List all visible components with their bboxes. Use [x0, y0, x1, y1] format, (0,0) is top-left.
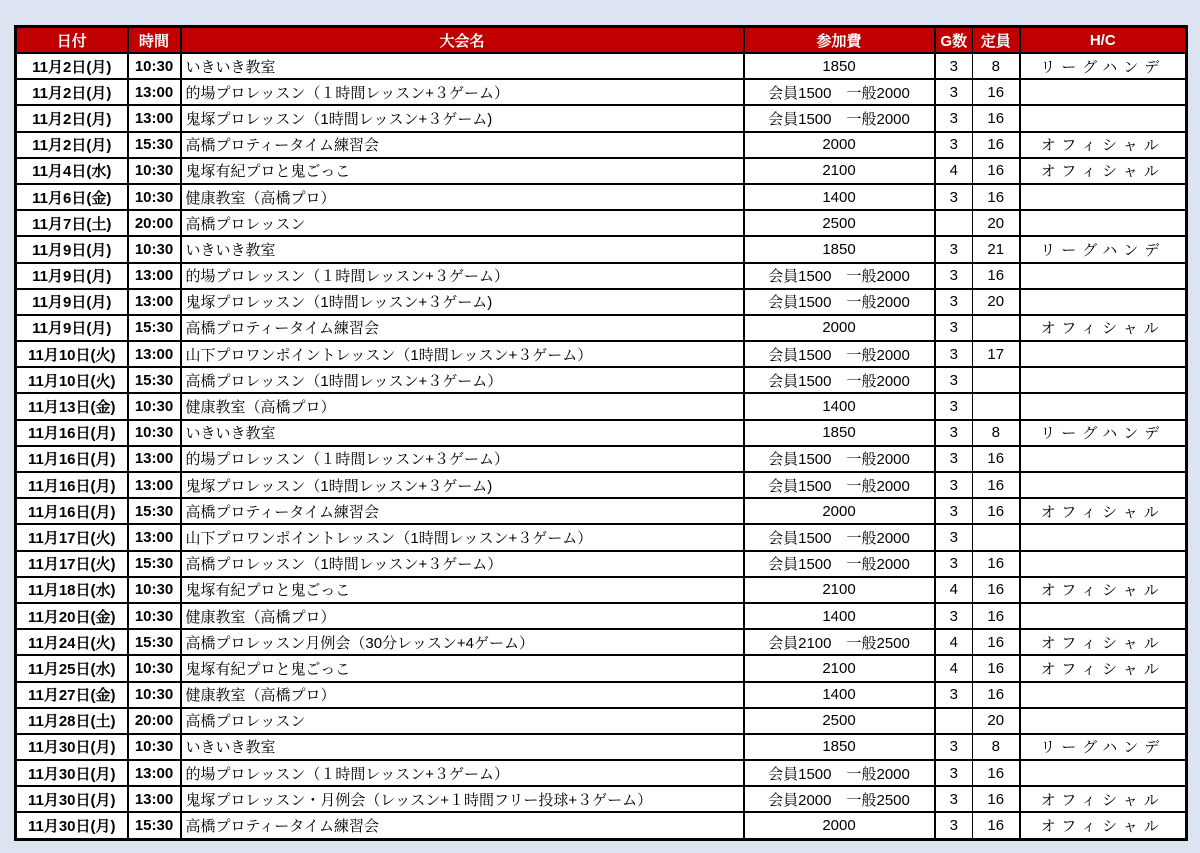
- date-cell: 11月7日(土): [16, 210, 128, 236]
- games-cell: 3: [935, 472, 973, 498]
- date-cell: 11月28日(土): [16, 708, 128, 734]
- event-name-cell: 鬼塚有紀プロと鬼ごっこ: [181, 655, 744, 681]
- time-cell: 10:30: [128, 577, 181, 603]
- fee-cell: 会員1500 一般2000: [744, 263, 935, 289]
- table-body: [16, 53, 1187, 839]
- table-row: [16, 236, 1187, 262]
- event-name-cell: 山下プロワンポイントレッスン（1時間レッスン+３ゲーム）: [181, 341, 744, 367]
- event-name-cell: 高橋プロレッスン（1時間レッスン+３ゲーム）: [181, 367, 744, 393]
- table-row: [16, 341, 1187, 367]
- fee-cell: 会員1500 一般2000: [744, 367, 935, 393]
- capacity-cell: 20: [973, 210, 1020, 236]
- games-cell: 3: [935, 289, 973, 315]
- games-cell: 4: [935, 655, 973, 681]
- fee-cell: 2000: [744, 315, 935, 341]
- table-row: [16, 524, 1187, 550]
- time-cell: 13:00: [128, 786, 181, 812]
- time-cell: 10:30: [128, 184, 181, 210]
- games-cell: 3: [935, 341, 973, 367]
- table-row: [16, 79, 1187, 105]
- event-name-cell: 鬼塚プロレッスン（1時間レッスン+３ゲーム): [181, 472, 744, 498]
- event-name-cell: 高橋プロレッスン（1時間レッスン+３ゲーム）: [181, 551, 744, 577]
- time-cell: 10:30: [128, 236, 181, 262]
- time-cell: 10:30: [128, 734, 181, 760]
- time-cell: 20:00: [128, 708, 181, 734]
- fee-cell: 1400: [744, 393, 935, 419]
- time-cell: 15:30: [128, 132, 181, 158]
- table-row: [16, 210, 1187, 236]
- table-row: [16, 472, 1187, 498]
- handicap-cell: オフィシャル: [1020, 577, 1187, 603]
- fee-cell: 1850: [744, 236, 935, 262]
- handicap-cell: [1020, 524, 1187, 550]
- handicap-cell: [1020, 760, 1187, 786]
- capacity-cell: 16: [973, 786, 1020, 812]
- date-cell: 11月30日(月): [16, 812, 128, 839]
- time-cell: 15:30: [128, 367, 181, 393]
- handicap-cell: オフィシャル: [1020, 629, 1187, 655]
- handicap-cell: [1020, 446, 1187, 472]
- date-cell: 11月16日(月): [16, 446, 128, 472]
- capacity-cell: 16: [973, 79, 1020, 105]
- event-name-cell: 健康教室（高橋プロ）: [181, 393, 744, 419]
- capacity-cell: 16: [973, 603, 1020, 629]
- event-name-cell: 的場プロレッスン（１時間レッスン+３ゲーム）: [181, 446, 744, 472]
- capacity-cell: [973, 524, 1020, 550]
- date-cell: 11月9日(月): [16, 315, 128, 341]
- header-handicap: H/C: [1020, 27, 1187, 54]
- time-cell: 13:00: [128, 79, 181, 105]
- games-cell: 3: [935, 53, 973, 79]
- fee-cell: 1400: [744, 603, 935, 629]
- handicap-cell: オフィシャル: [1020, 786, 1187, 812]
- capacity-cell: 16: [973, 472, 1020, 498]
- table-row: [16, 760, 1187, 786]
- fee-cell: 2100: [744, 655, 935, 681]
- handicap-cell: [1020, 105, 1187, 131]
- time-cell: 20:00: [128, 210, 181, 236]
- time-cell: 10:30: [128, 682, 181, 708]
- event-name-cell: 高橋プロレッスン: [181, 708, 744, 734]
- date-cell: 11月17日(火): [16, 551, 128, 577]
- fee-cell: 会員1500 一般2000: [744, 472, 935, 498]
- table-row: [16, 551, 1187, 577]
- header-fee: 参加費: [744, 27, 935, 54]
- date-cell: 11月9日(月): [16, 263, 128, 289]
- table-row: [16, 708, 1187, 734]
- time-cell: 10:30: [128, 420, 181, 446]
- table-row: [16, 158, 1187, 184]
- games-cell: 3: [935, 734, 973, 760]
- date-cell: 11月16日(月): [16, 498, 128, 524]
- handicap-cell: [1020, 551, 1187, 577]
- time-cell: 13:00: [128, 341, 181, 367]
- handicap-cell: リーグハンデ: [1020, 420, 1187, 446]
- event-name-cell: 山下プロワンポイントレッスン（1時間レッスン+３ゲーム）: [181, 524, 744, 550]
- games-cell: 3: [935, 263, 973, 289]
- capacity-cell: 16: [973, 655, 1020, 681]
- table-row: [16, 446, 1187, 472]
- event-name-cell: 健康教室（高橋プロ）: [181, 603, 744, 629]
- fee-cell: 2100: [744, 158, 935, 184]
- games-cell: 3: [935, 79, 973, 105]
- capacity-cell: 16: [973, 132, 1020, 158]
- handicap-cell: [1020, 289, 1187, 315]
- date-cell: 11月6日(金): [16, 184, 128, 210]
- capacity-cell: 16: [973, 682, 1020, 708]
- handicap-cell: オフィシャル: [1020, 498, 1187, 524]
- table-row: [16, 184, 1187, 210]
- fee-cell: 会員2000 一般2500: [744, 786, 935, 812]
- table-row: [16, 682, 1187, 708]
- games-cell: 3: [935, 315, 973, 341]
- date-cell: 11月30日(月): [16, 760, 128, 786]
- table-row: [16, 498, 1187, 524]
- table-row: [16, 367, 1187, 393]
- fee-cell: 1850: [744, 734, 935, 760]
- event-schedule-table: [14, 25, 1188, 841]
- capacity-cell: 8: [973, 53, 1020, 79]
- time-cell: 13:00: [128, 446, 181, 472]
- table-row: [16, 132, 1187, 158]
- fee-cell: 2000: [744, 812, 935, 839]
- event-name-cell: 高橋プロティータイム練習会: [181, 812, 744, 839]
- time-cell: 10:30: [128, 393, 181, 419]
- capacity-cell: 16: [973, 105, 1020, 131]
- capacity-cell: 8: [973, 734, 1020, 760]
- date-cell: 11月30日(月): [16, 786, 128, 812]
- games-cell: 3: [935, 603, 973, 629]
- table-row: [16, 655, 1187, 681]
- event-name-cell: いきいき教室: [181, 53, 744, 79]
- games-cell: 3: [935, 446, 973, 472]
- time-cell: 10:30: [128, 53, 181, 79]
- capacity-cell: 16: [973, 498, 1020, 524]
- header-date: 日付: [16, 27, 128, 54]
- fee-cell: 会員1500 一般2000: [744, 79, 935, 105]
- date-cell: 11月2日(月): [16, 132, 128, 158]
- handicap-cell: [1020, 79, 1187, 105]
- fee-cell: 会員2100 一般2500: [744, 629, 935, 655]
- handicap-cell: [1020, 184, 1187, 210]
- date-cell: 11月2日(月): [16, 79, 128, 105]
- event-name-cell: いきいき教室: [181, 420, 744, 446]
- games-cell: 3: [935, 786, 973, 812]
- fee-cell: 会員1500 一般2000: [744, 341, 935, 367]
- table-row: [16, 603, 1187, 629]
- date-cell: 11月9日(月): [16, 236, 128, 262]
- date-cell: 11月17日(火): [16, 524, 128, 550]
- games-cell: [935, 210, 973, 236]
- games-cell: 3: [935, 682, 973, 708]
- handicap-cell: オフィシャル: [1020, 132, 1187, 158]
- event-name-cell: いきいき教室: [181, 734, 744, 760]
- games-cell: 3: [935, 420, 973, 446]
- handicap-cell: [1020, 682, 1187, 708]
- capacity-cell: [973, 367, 1020, 393]
- date-cell: 11月18日(水): [16, 577, 128, 603]
- table-row: [16, 812, 1187, 839]
- fee-cell: 2500: [744, 210, 935, 236]
- table-row: [16, 734, 1187, 760]
- table-row: [16, 420, 1187, 446]
- date-cell: 11月24日(火): [16, 629, 128, 655]
- capacity-cell: 20: [973, 289, 1020, 315]
- header-row: [16, 27, 1187, 54]
- date-cell: 11月13日(金): [16, 393, 128, 419]
- handicap-cell: [1020, 367, 1187, 393]
- games-cell: 3: [935, 393, 973, 419]
- table-row: [16, 629, 1187, 655]
- capacity-cell: 17: [973, 341, 1020, 367]
- games-cell: 3: [935, 184, 973, 210]
- games-cell: [935, 708, 973, 734]
- fee-cell: 会員1500 一般2000: [744, 524, 935, 550]
- time-cell: 15:30: [128, 629, 181, 655]
- date-cell: 11月27日(金): [16, 682, 128, 708]
- handicap-cell: [1020, 210, 1187, 236]
- games-cell: 3: [935, 760, 973, 786]
- date-cell: 11月4日(水): [16, 158, 128, 184]
- event-name-cell: いきいき教室: [181, 236, 744, 262]
- time-cell: 13:00: [128, 289, 181, 315]
- event-name-cell: 的場プロレッスン（１時間レッスン+３ゲーム）: [181, 263, 744, 289]
- header-games: G数: [935, 27, 973, 54]
- handicap-cell: [1020, 263, 1187, 289]
- handicap-cell: オフィシャル: [1020, 158, 1187, 184]
- handicap-cell: [1020, 603, 1187, 629]
- fee-cell: 会員1500 一般2000: [744, 760, 935, 786]
- handicap-cell: オフィシャル: [1020, 812, 1187, 839]
- fee-cell: 2000: [744, 132, 935, 158]
- fee-cell: 1400: [744, 184, 935, 210]
- time-cell: 13:00: [128, 263, 181, 289]
- time-cell: 10:30: [128, 158, 181, 184]
- capacity-cell: 16: [973, 760, 1020, 786]
- fee-cell: 1400: [744, 682, 935, 708]
- handicap-cell: リーグハンデ: [1020, 734, 1187, 760]
- table-row: [16, 577, 1187, 603]
- event-name-cell: 鬼塚プロレッスン（1時間レッスン+３ゲーム): [181, 289, 744, 315]
- games-cell: 4: [935, 577, 973, 603]
- games-cell: 4: [935, 158, 973, 184]
- capacity-cell: 16: [973, 263, 1020, 289]
- date-cell: 11月25日(水): [16, 655, 128, 681]
- games-cell: 3: [935, 367, 973, 393]
- games-cell: 3: [935, 132, 973, 158]
- capacity-cell: [973, 393, 1020, 419]
- date-cell: 11月2日(月): [16, 53, 128, 79]
- event-name-cell: 的場プロレッスン（１時間レッスン+３ゲーム）: [181, 79, 744, 105]
- games-cell: 3: [935, 105, 973, 131]
- fee-cell: 1850: [744, 420, 935, 446]
- date-cell: 11月16日(月): [16, 472, 128, 498]
- table-row: [16, 786, 1187, 812]
- event-name-cell: 高橋プロティータイム練習会: [181, 498, 744, 524]
- header-time: 時間: [128, 27, 181, 54]
- date-cell: 11月16日(月): [16, 420, 128, 446]
- time-cell: 13:00: [128, 472, 181, 498]
- games-cell: 3: [935, 551, 973, 577]
- table-row: [16, 105, 1187, 131]
- fee-cell: 会員1500 一般2000: [744, 105, 935, 131]
- event-name-cell: 鬼塚有紀プロと鬼ごっこ: [181, 158, 744, 184]
- date-cell: 11月30日(月): [16, 734, 128, 760]
- handicap-cell: [1020, 472, 1187, 498]
- capacity-cell: 16: [973, 812, 1020, 839]
- handicap-cell: オフィシャル: [1020, 655, 1187, 681]
- handicap-cell: オフィシャル: [1020, 315, 1187, 341]
- fee-cell: 2100: [744, 577, 935, 603]
- event-name-cell: 的場プロレッスン（１時間レッスン+３ゲーム）: [181, 760, 744, 786]
- capacity-cell: 21: [973, 236, 1020, 262]
- games-cell: 3: [935, 812, 973, 839]
- header-capacity: 定員: [973, 27, 1020, 54]
- event-name-cell: 健康教室（高橋プロ）: [181, 682, 744, 708]
- handicap-cell: リーグハンデ: [1020, 53, 1187, 79]
- table-row: [16, 53, 1187, 79]
- time-cell: 15:30: [128, 551, 181, 577]
- time-cell: 10:30: [128, 655, 181, 681]
- fee-cell: 会員1500 一般2000: [744, 289, 935, 315]
- games-cell: 4: [935, 629, 973, 655]
- table-row: [16, 263, 1187, 289]
- games-cell: 3: [935, 236, 973, 262]
- date-cell: 11月10日(火): [16, 367, 128, 393]
- date-cell: 11月2日(月): [16, 105, 128, 131]
- fee-cell: 1850: [744, 53, 935, 79]
- time-cell: 15:30: [128, 812, 181, 839]
- handicap-cell: [1020, 393, 1187, 419]
- time-cell: 13:00: [128, 760, 181, 786]
- date-cell: 11月20日(金): [16, 603, 128, 629]
- fee-cell: 2000: [744, 498, 935, 524]
- schedule-sheet: [14, 25, 1188, 841]
- capacity-cell: 16: [973, 577, 1020, 603]
- capacity-cell: [973, 315, 1020, 341]
- capacity-cell: 16: [973, 629, 1020, 655]
- games-cell: 3: [935, 524, 973, 550]
- games-cell: 3: [935, 498, 973, 524]
- capacity-cell: 16: [973, 446, 1020, 472]
- time-cell: 15:30: [128, 315, 181, 341]
- table-row: [16, 393, 1187, 419]
- time-cell: 13:00: [128, 105, 181, 131]
- event-name-cell: 鬼塚プロレッスン（1時間レッスン+３ゲーム): [181, 105, 744, 131]
- time-cell: 13:00: [128, 524, 181, 550]
- table-row: [16, 315, 1187, 341]
- fee-cell: 会員1500 一般2000: [744, 446, 935, 472]
- time-cell: 10:30: [128, 603, 181, 629]
- event-name-cell: 鬼塚プロレッスン・月例会（レッスン+１時間フリー投球+３ゲーム）: [181, 786, 744, 812]
- event-name-cell: 高橋プロティータイム練習会: [181, 132, 744, 158]
- event-name-cell: 高橋プロレッスン: [181, 210, 744, 236]
- capacity-cell: 16: [973, 184, 1020, 210]
- fee-cell: 会員1500 一般2000: [744, 551, 935, 577]
- capacity-cell: 8: [973, 420, 1020, 446]
- capacity-cell: 16: [973, 551, 1020, 577]
- time-cell: 15:30: [128, 498, 181, 524]
- table-row: [16, 289, 1187, 315]
- event-name-cell: 高橋プロティータイム練習会: [181, 315, 744, 341]
- event-name-cell: 鬼塚有紀プロと鬼ごっこ: [181, 577, 744, 603]
- fee-cell: 2500: [744, 708, 935, 734]
- header-event-name: 大会名: [181, 27, 744, 54]
- event-name-cell: 健康教室（高橋プロ）: [181, 184, 744, 210]
- event-name-cell: 高橋プロレッスン月例会（30分レッスン+4ゲーム）: [181, 629, 744, 655]
- handicap-cell: [1020, 341, 1187, 367]
- date-cell: 11月9日(月): [16, 289, 128, 315]
- handicap-cell: [1020, 708, 1187, 734]
- capacity-cell: 20: [973, 708, 1020, 734]
- capacity-cell: 16: [973, 158, 1020, 184]
- handicap-cell: リーグハンデ: [1020, 236, 1187, 262]
- date-cell: 11月10日(火): [16, 341, 128, 367]
